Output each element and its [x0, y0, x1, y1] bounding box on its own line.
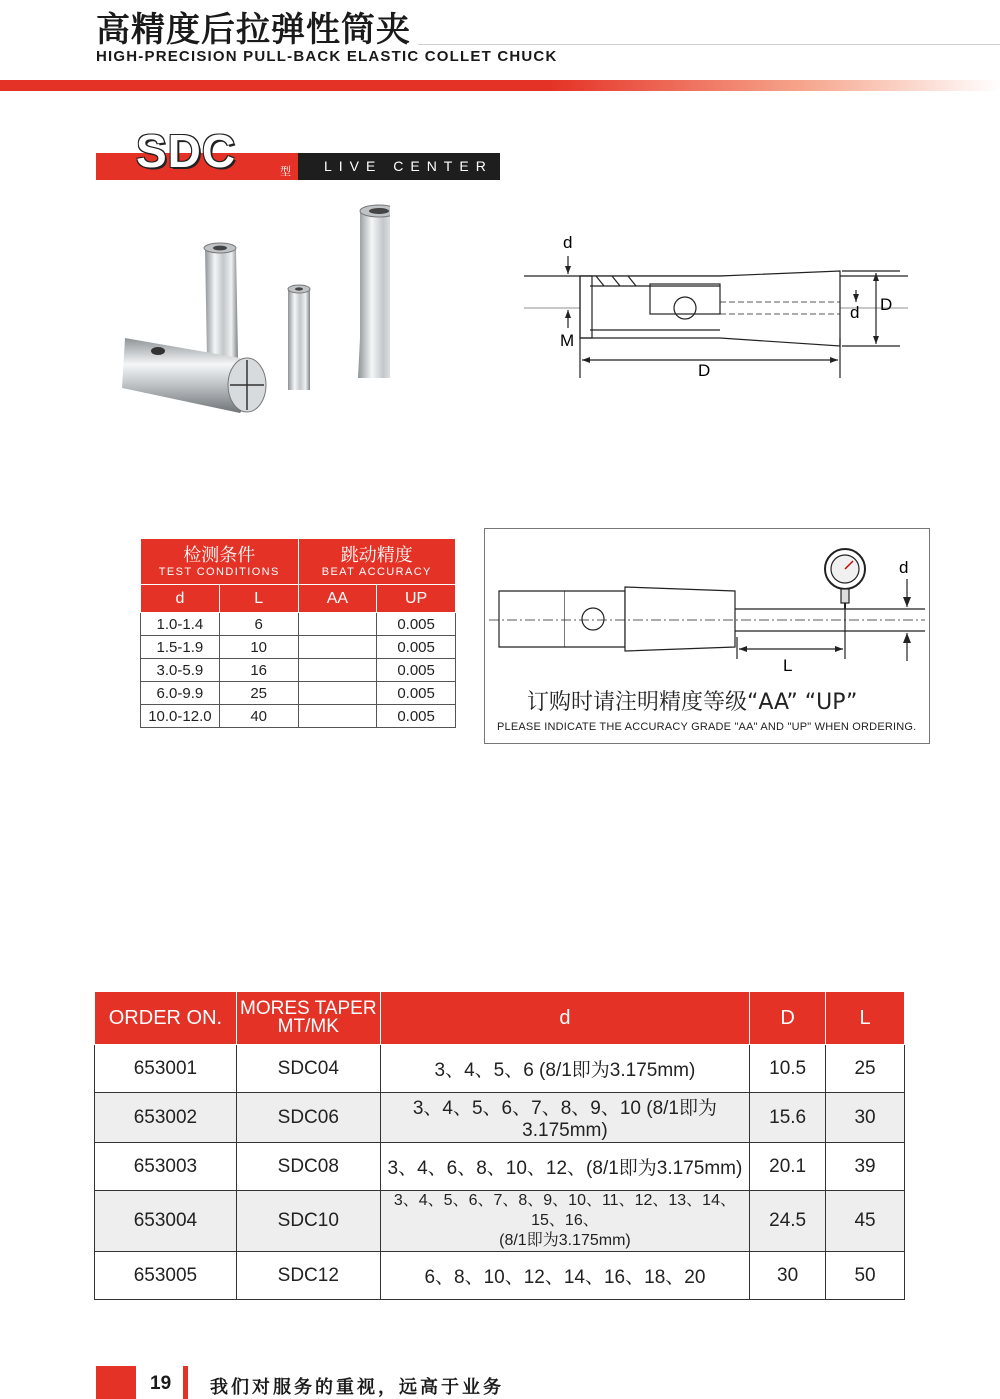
- measurement-diagram-box: [484, 528, 930, 744]
- table-row: 1.0-1.4 6 0.005: [141, 613, 456, 636]
- footer-slogan: 我们对服务的重视，远高于业务: [210, 1377, 504, 1398]
- beat-accuracy-header: 跳动精度 BEAT ACCURACY: [298, 539, 455, 585]
- meas-label-d: d: [899, 558, 909, 577]
- col-L: L: [826, 992, 905, 1045]
- dim-label-d-top: d: [563, 233, 573, 252]
- dim-label-m: M: [560, 331, 575, 350]
- table-row: 653002 SDC06 3、4、5、6、7、8、9、10 (8/1即为3.175mm) 15.6 30: [95, 1093, 905, 1143]
- table-row: 653001 SDC04 3、4、5、6 (8/1即为3.175mm) 10.5 25: [95, 1045, 905, 1093]
- table-row: 10.0-12.0 40 0.005: [141, 705, 456, 728]
- dim-label-D-right: D: [880, 295, 893, 314]
- test-conditions-header: 检测条件 TEST CONDITIONS: [141, 539, 299, 585]
- measurement-diagram: [485, 529, 931, 679]
- col-l: L: [219, 585, 298, 613]
- col-D: D: [750, 992, 826, 1045]
- col-up: UP: [377, 585, 456, 613]
- page-title: 高精度后拉弹性筒夹: [96, 10, 411, 50]
- footer-divider: [183, 1366, 188, 1399]
- table-row: 6.0-9.9 25 0.005: [141, 682, 456, 705]
- table-row: 3.0-5.9 16 0.005: [141, 659, 456, 682]
- col-aa: AA: [298, 585, 377, 613]
- page-number: 19: [150, 1373, 172, 1394]
- model-type-char: 型: [280, 165, 291, 178]
- table-row: 653004 SDC10 3、4、5、6、7、8、9、10、11、12、13、14、15、16、 (8/1即为3.175mm) 24.5 45: [95, 1191, 905, 1252]
- title-divider: [418, 44, 1000, 45]
- table-row: 653005 SDC12 6、8、10、12、14、16、18、20 30 50: [95, 1252, 905, 1300]
- order-note-cn: 订购时请注明精度等级“AA” “UP”: [527, 690, 858, 715]
- dim-label-D-bottom: D: [698, 361, 711, 380]
- col-order-on: ORDER ON.: [95, 992, 237, 1045]
- accuracy-table: [140, 538, 456, 728]
- dimension-drawing: [520, 226, 920, 386]
- page-subtitle: HIGH-PRECISION PULL-BACK ELASTIC COLLET CHUCK: [96, 48, 558, 65]
- col-d: d: [141, 585, 220, 613]
- table-row: 1.5-1.9 10 0.005: [141, 636, 456, 659]
- order-table: [94, 991, 905, 1300]
- col-d: d: [380, 992, 749, 1045]
- dim-label-d-right: d: [850, 303, 860, 322]
- header-red-band: [0, 80, 1000, 91]
- footer-red-block: [96, 1366, 136, 1399]
- col-mores-taper: MORES TAPER MT/MK: [236, 992, 380, 1045]
- meas-label-l: L: [783, 656, 793, 675]
- table-row: 653003 SDC08 3、4、6、8、10、12、(8/1即为3.175mm) 20.1 39: [95, 1143, 905, 1191]
- model-subtitle: LIVE CENTER: [298, 153, 500, 180]
- model-name: SDC: [136, 125, 237, 177]
- product-photo: [110, 198, 390, 428]
- order-note-en: PLEASE INDICATE THE ACCURACY GRADE "AA" AND "UP" WHEN ORDERING.: [497, 721, 917, 733]
